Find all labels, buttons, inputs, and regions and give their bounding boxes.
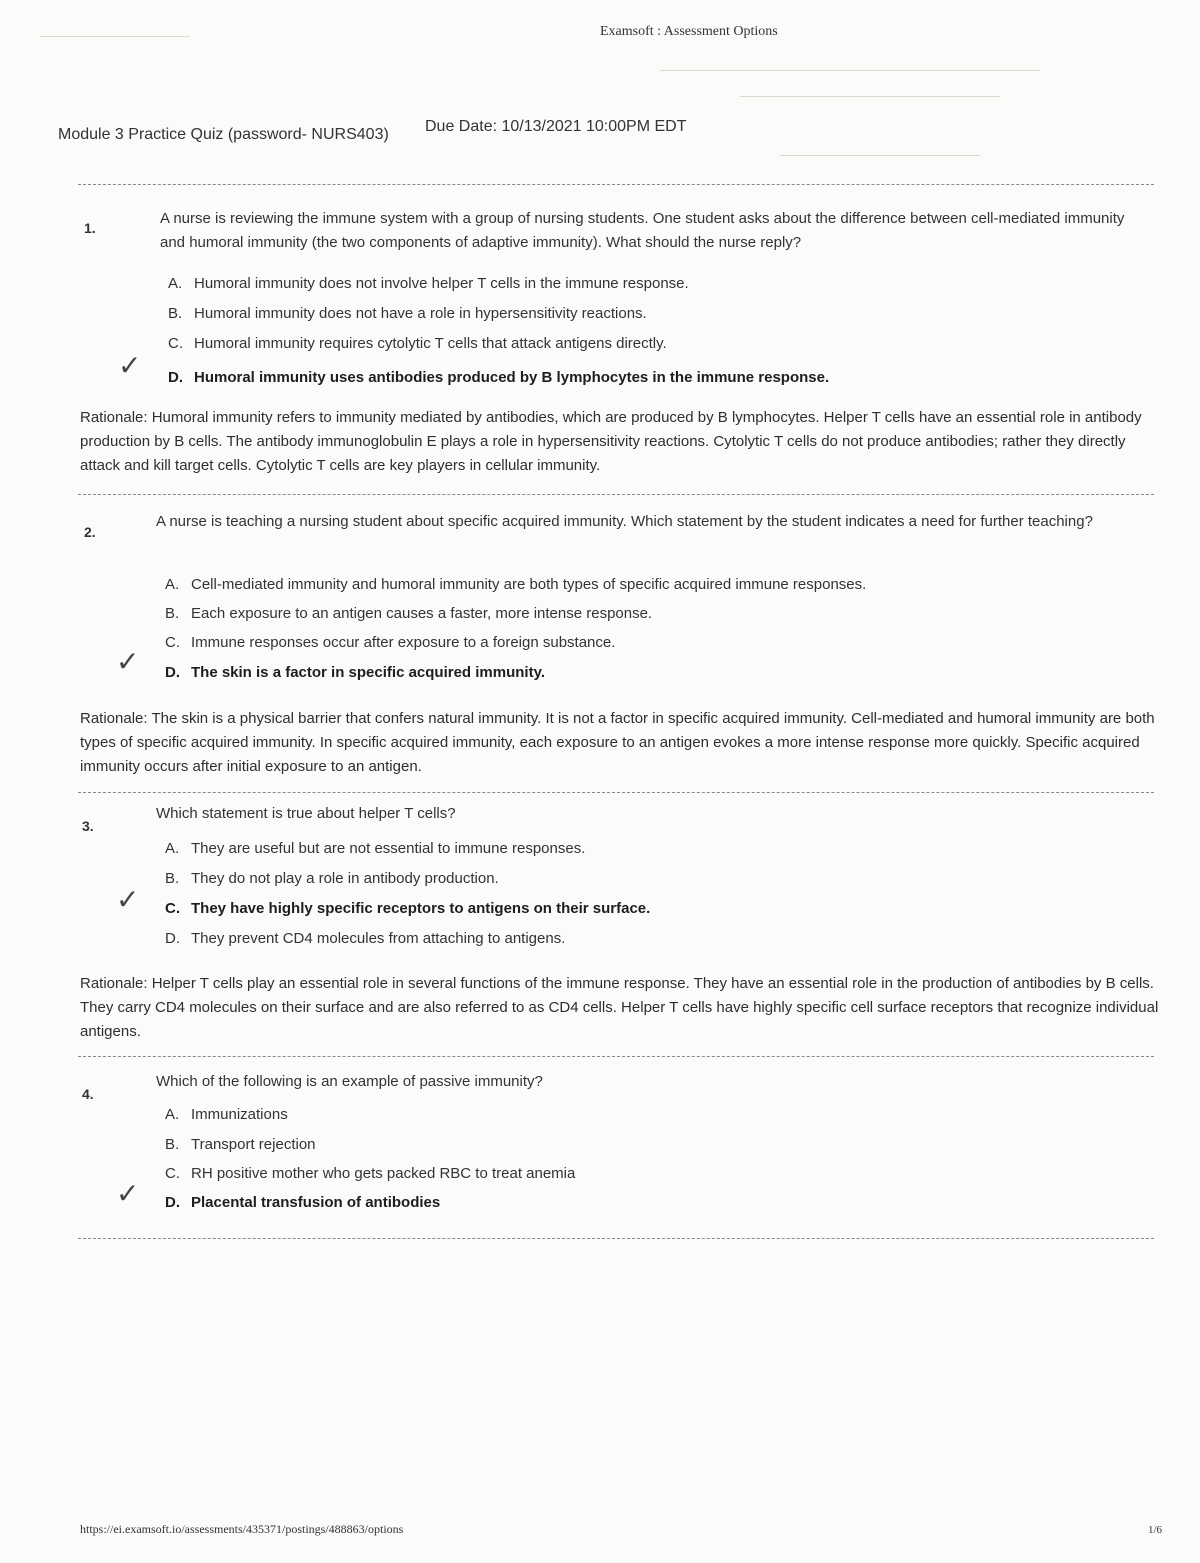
- answer-option: [168, 335, 667, 352]
- quiz-title: Module 3 Practice Quiz (password- NURS403): [58, 126, 389, 143]
- answer-option: [165, 634, 615, 651]
- option-letter: D.: [165, 664, 180, 681]
- option-letter: A.: [165, 840, 180, 857]
- page-header-title: Examsoft : Assessment Options: [600, 24, 778, 39]
- option-text: They do not play a role in antibody production.: [191, 870, 499, 887]
- option-text: They have highly specific receptors to antigens on their surface.: [191, 900, 651, 917]
- option-letter: C.: [165, 1165, 180, 1182]
- scan-artifact: [780, 155, 980, 156]
- option-text: Transport rejection: [191, 1136, 316, 1153]
- answer-option: [165, 870, 499, 887]
- option-letter: C.: [165, 900, 180, 917]
- scan-artifact: [660, 70, 1040, 71]
- correct-answer-option: [165, 900, 650, 917]
- option-letter: D.: [165, 930, 180, 947]
- answer-option: [165, 840, 585, 857]
- question-text: Which of the following is an example of passive immunity?: [156, 1073, 543, 1090]
- divider: [78, 184, 1154, 185]
- option-letter: A.: [165, 1106, 180, 1123]
- rationale-text: Rationale: Helper T cells play an essential role in several functions of the immune response. They have an essential role in the production of antibodies by B cells. They carry CD4 molecules on their surface and are also referred to as CD4 cells. Helper T cells have highly specific cell surface receptors that recognize individual antigens.: [80, 975, 1159, 1040]
- option-letter: B.: [168, 305, 183, 322]
- option-text: RH positive mother who gets packed RBC to treat anemia: [191, 1165, 576, 1182]
- answer-option: [165, 930, 565, 947]
- option-text: They prevent CD4 molecules from attaching to antigens.: [191, 930, 566, 947]
- answer-option: [168, 275, 689, 292]
- question-number: 1.: [84, 220, 96, 236]
- option-letter: C.: [168, 335, 183, 352]
- answer-option: [168, 305, 647, 322]
- divider: [78, 792, 1154, 793]
- correct-answer-option: [165, 1194, 440, 1211]
- checkmark-icon: ✓: [116, 645, 140, 678]
- page-number: 1/6: [1148, 1524, 1163, 1536]
- due-date: Due Date: 10/13/2021 10:00PM EDT: [425, 118, 687, 135]
- divider: [78, 1238, 1154, 1239]
- answer-option: [165, 605, 652, 622]
- option-letter: D.: [165, 1194, 180, 1211]
- option-text: Immune responses occur after exposure to a foreign substance.: [191, 634, 616, 651]
- answer-option: [165, 576, 866, 593]
- footer-url: https://ei.examsoft.io/assessments/435371/postings/488863/options: [80, 1522, 404, 1536]
- divider: [78, 1056, 1154, 1057]
- rationale-text: Rationale: The skin is a physical barrier that confers natural immunity. It is not a factor in specific acquired immunity. Cell-mediated and humoral immunity are both types of specific acquired immunity. In specific acquired immunity, each exposure to an antigen evokes a more intense response more quickly. Specific acquired immunity occurs after initial exposure to an antigen.: [80, 710, 1155, 775]
- option-text: Humoral immunity does not have a role in hypersensitivity reactions.: [194, 305, 647, 322]
- option-text: Cell-mediated immunity and humoral immunity are both types of specific acquired immune responses.: [191, 576, 867, 593]
- checkmark-icon: ✓: [116, 1177, 140, 1210]
- checkmark-icon: ✓: [118, 349, 142, 382]
- scan-artifact: [740, 96, 1000, 97]
- option-letter: C.: [165, 634, 180, 651]
- question-text: Which statement is true about helper T cells?: [156, 805, 456, 822]
- question-number: 4.: [82, 1086, 94, 1102]
- question-number: 3.: [82, 818, 94, 834]
- question-text: A nurse is teaching a nursing student about specific acquired immunity. Which statement by the student indicates a need for further teaching?: [156, 513, 1093, 530]
- option-letter: B.: [165, 605, 180, 622]
- option-letter: B.: [165, 1136, 180, 1153]
- option-text: Humoral immunity does not involve helper T cells in the immune response.: [194, 275, 689, 292]
- option-letter: B.: [165, 870, 180, 887]
- option-text: Immunizations: [191, 1106, 288, 1123]
- correct-answer-option: [165, 664, 545, 681]
- divider: [78, 494, 1154, 495]
- option-text: They are useful but are not essential to immune responses.: [191, 840, 586, 857]
- option-text: Humoral immunity uses antibodies produced by B lymphocytes in the immune response.: [194, 369, 830, 386]
- option-letter: A.: [165, 576, 180, 593]
- question-text: A nurse is reviewing the immune system with a group of nursing students. One student asks about the difference between cell-mediated immunity and humoral immunity (the two components of adaptive immunity). What should the nurse reply?: [160, 210, 1125, 251]
- answer-option: [165, 1165, 575, 1182]
- option-text: Placental transfusion of antibodies: [191, 1194, 441, 1211]
- question-number: 2.: [84, 524, 96, 540]
- scan-artifact: [40, 36, 190, 37]
- option-letter: D.: [168, 369, 183, 386]
- option-text: Each exposure to an antigen causes a faster, more intense response.: [191, 605, 653, 622]
- correct-answer-option: [168, 369, 829, 386]
- answer-option: [165, 1136, 316, 1153]
- option-text: Humoral immunity requires cytolytic T cells that attack antigens directly.: [194, 335, 667, 352]
- answer-option: [165, 1106, 288, 1123]
- rationale-text: Rationale: Humoral immunity refers to immunity mediated by antibodies, which are produced by B lymphocytes. Helper T cells have an essential role in antibody production by B cells. The antibody immunoglobulin E plays a role in hypersensitivity reactions. Cytolytic T cells do not produce antibodies; rather they directly attack and kill target cells. Cytolytic T cells are key players in cellular immunity.: [80, 409, 1142, 474]
- option-text: The skin is a factor in specific acquired immunity.: [191, 664, 545, 681]
- checkmark-icon: ✓: [116, 883, 140, 916]
- option-letter: A.: [168, 275, 183, 292]
